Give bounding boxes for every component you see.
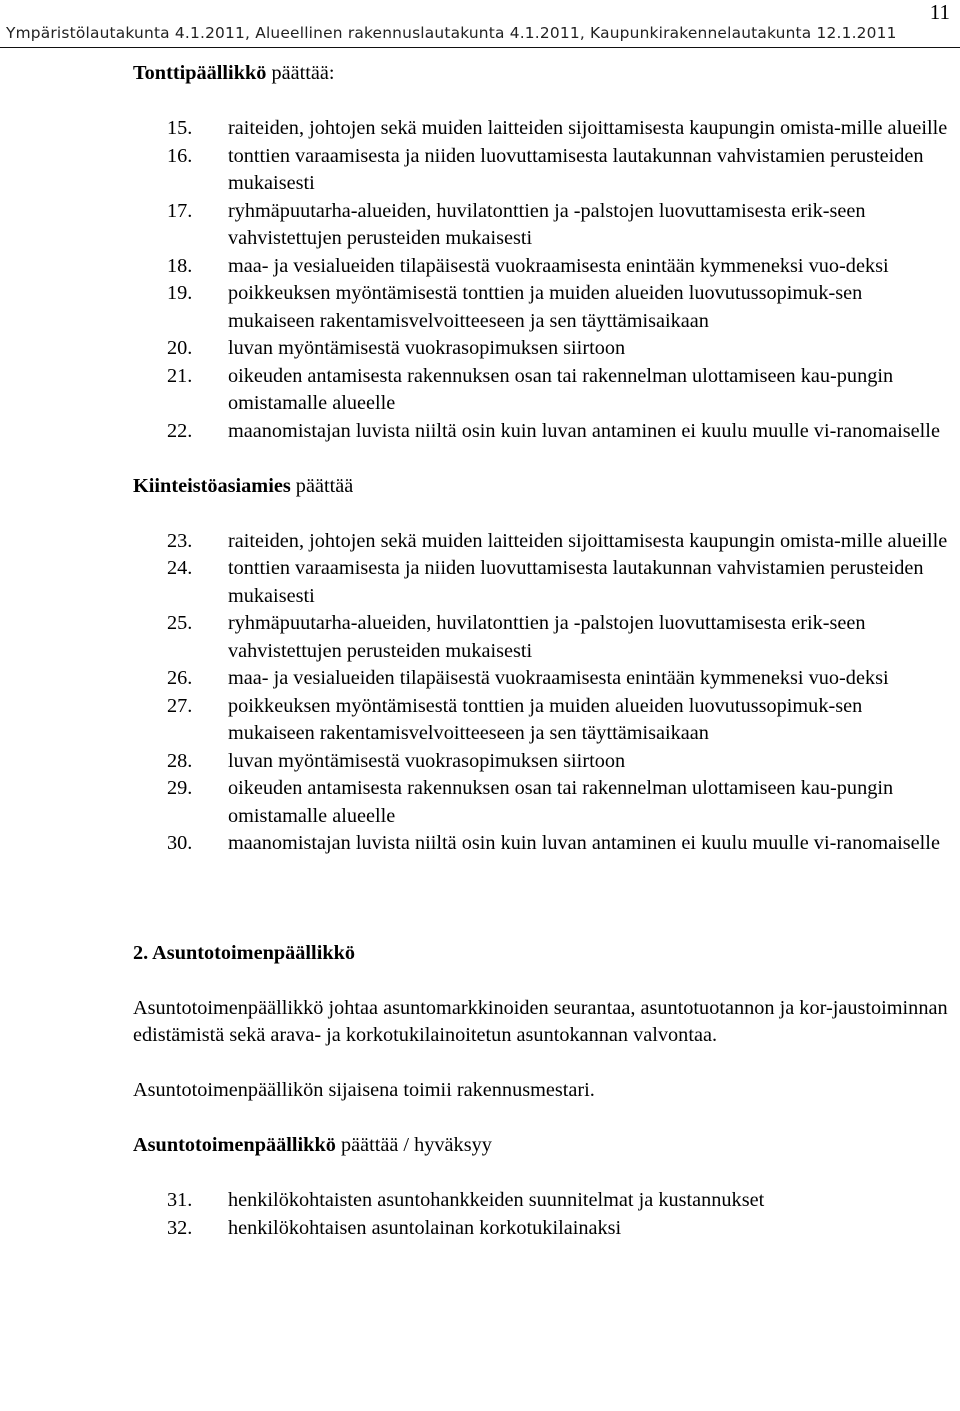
list-item-number: 17. bbox=[167, 199, 193, 222]
list-item-text: ryhmäpuutarha-alueiden, huvilatonttien ja -palstojen luovuttamisesta erik-seen vahvistettujen perusteiden mukaisesti bbox=[228, 612, 866, 662]
list-item bbox=[133, 693, 953, 748]
list-item-text: raiteiden, johtojen sekä muiden laitteiden sijoittamisesta kaupungin omista-mille alueille bbox=[228, 529, 948, 552]
list-item bbox=[133, 143, 953, 198]
list-item-number: 22. bbox=[167, 419, 193, 442]
section2-heading bbox=[133, 473, 958, 501]
section2-heading-rest: päättää bbox=[290, 474, 354, 497]
section1-heading-rest: päättää: bbox=[266, 62, 335, 84]
list-item-text: luvan myöntämisestä vuokrasopimuksen siirtoon bbox=[228, 337, 626, 359]
list-item-number: 26. bbox=[167, 667, 193, 689]
section3-title bbox=[133, 940, 958, 968]
list-item-text: raiteiden, johtojen sekä muiden laitteiden sijoittamisesta kaupungin omista-mille alueille bbox=[228, 117, 948, 139]
list-item-number: 32. bbox=[167, 1216, 193, 1239]
section1-heading bbox=[133, 60, 958, 88]
list-item-number: 28. bbox=[167, 749, 193, 772]
list-item-number: 19. bbox=[167, 282, 193, 304]
list-item-number: 30. bbox=[167, 832, 193, 854]
section3-heading bbox=[133, 1132, 958, 1160]
list-item-number: 23. bbox=[167, 529, 193, 552]
list-item-text: ryhmäpuutarha-alueiden, huvilatonttien ja -palstojen luovuttamisesta erik-seen vahvistettujen perusteiden mukaisesti bbox=[228, 199, 866, 249]
list-item-text: maa- ja vesialueiden tilapäisestä vuokraamisesta enintään kymmeneksi vuo-deksi bbox=[228, 667, 889, 689]
list-item-text: maa- ja vesialueiden tilapäisestä vuokraamisesta enintään kymmeneksi vuo-deksi bbox=[228, 254, 889, 277]
list-item bbox=[133, 830, 953, 858]
section3-heading-rest: päättää / hyväksyy bbox=[335, 1134, 492, 1156]
list-item-number: 29. bbox=[167, 777, 193, 799]
list-item-text: luvan myöntämisestä vuokrasopimuksen siirtoon bbox=[228, 749, 626, 772]
list-item bbox=[133, 253, 953, 281]
list-item-text: oikeuden antamisesta rakennuksen osan tai rakennelman ulottamiseen kau-pungin omistamalle alueelle bbox=[228, 777, 894, 827]
document-body bbox=[133, 60, 958, 1242]
list-item-text: tonttien varaamisesta ja niiden luovuttamisesta lautakunnan vahvistamien perusteiden mukaisesti bbox=[228, 557, 924, 607]
list-item-number: 20. bbox=[167, 337, 193, 359]
list-item-number: 18. bbox=[167, 254, 193, 277]
list-item-number: 25. bbox=[167, 612, 193, 634]
list-item-text: henkilökohtaisen asuntolainan korkotukilainaksi bbox=[228, 1216, 622, 1239]
running-header: Ympäristölautakunta 4.1.2011, Alueellinen rakennuslautakunta 4.1.2011, Kaupunkirakennelautakunta 12.1.2011 bbox=[6, 24, 897, 42]
list-item-text: maanomistajan luvista niiltä osin kuin luvan antaminen ei kuulu muulle vi-ranomaiselle bbox=[228, 832, 940, 854]
list-item bbox=[133, 775, 953, 830]
list-item bbox=[133, 198, 953, 253]
list-item bbox=[133, 335, 953, 363]
list-item bbox=[133, 115, 953, 143]
list-item-number: 27. bbox=[167, 694, 193, 717]
section1-list bbox=[133, 115, 958, 445]
list-item bbox=[133, 610, 953, 665]
list-item-text: poikkeuksen myöntämisestä tonttien ja muiden alueiden luovutussopimuk-sen mukaiseen rakentamisvelvoitteeseen ja sen täyttämisaikaan bbox=[228, 694, 863, 744]
section3-heading-bold: Asuntotoimenpäällikkö bbox=[133, 1134, 336, 1156]
list-item bbox=[133, 280, 953, 335]
section2-list bbox=[133, 528, 958, 858]
list-item-text: poikkeuksen myöntämisestä tonttien ja muiden alueiden luovutussopimuk-sen mukaiseen rakentamisvelvoitteeseen ja sen täyttämisaikaan bbox=[228, 282, 863, 332]
list-item-text: henkilökohtaisten asuntohankkeiden suunnitelmat ja kustannukset bbox=[228, 1189, 765, 1211]
list-item-text: tonttien varaamisesta ja niiden luovuttamisesta lautakunnan vahvistamien perusteiden mukaisesti bbox=[228, 144, 924, 194]
list-item-text: oikeuden antamisesta rakennuksen osan tai rakennelman ulottamiseen kau-pungin omistamalle alueelle bbox=[228, 364, 894, 414]
list-item-number: 21. bbox=[167, 364, 193, 387]
section2-heading-bold: Kiinteistöasiamies bbox=[133, 474, 291, 497]
list-item bbox=[133, 363, 953, 418]
list-item bbox=[133, 555, 953, 610]
page-number: 11 bbox=[929, 0, 950, 24]
section1-heading-bold: Tonttipäällikkö bbox=[133, 62, 267, 84]
list-item-number: 24. bbox=[167, 557, 193, 579]
list-item bbox=[133, 665, 953, 693]
list-item bbox=[133, 748, 953, 776]
header-rule bbox=[0, 47, 960, 48]
list-item-number: 31. bbox=[167, 1189, 193, 1211]
list-item-number: 16. bbox=[167, 144, 193, 167]
list-item-text: maanomistajan luvista niiltä osin kuin luvan antaminen ei kuulu muulle vi-ranomaiselle bbox=[228, 419, 940, 442]
list-item bbox=[133, 1215, 953, 1243]
section3-paragraph2: Asuntotoimenpäällikön sijaisena toimii rakennusmestari. bbox=[133, 1079, 595, 1101]
list-item bbox=[133, 528, 953, 556]
list-item-number: 15. bbox=[167, 117, 193, 139]
list-item bbox=[133, 418, 953, 446]
section3-paragraph1: Asuntotoimenpäällikkö johtaa asuntomarkkinoiden seurantaa, asuntotuotannon ja kor-jaustoiminnan edistämistä sekä arava- ja korkotukilainoitetun asuntokannan valvontaa. bbox=[133, 996, 948, 1046]
section3-list bbox=[133, 1187, 958, 1242]
list-item bbox=[133, 1187, 953, 1215]
section3-title-text: 2. Asuntotoimenpäällikkö bbox=[133, 941, 356, 964]
